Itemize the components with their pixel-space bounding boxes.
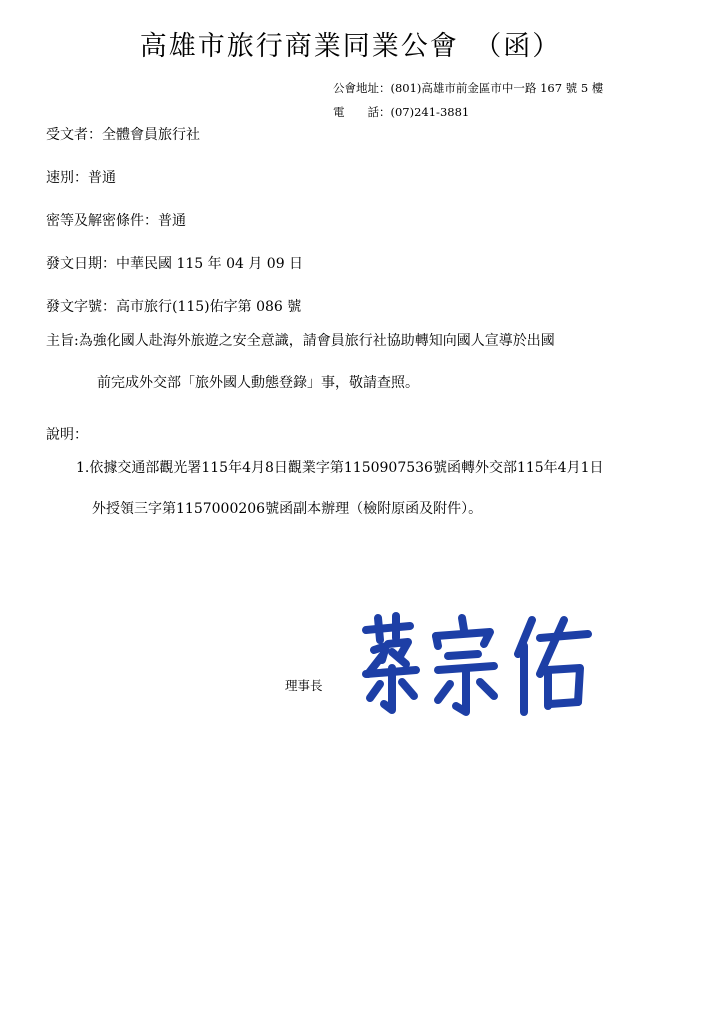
issue-date-field: 發文日期：中華民國 115 年 04 月 09 日 (46, 256, 304, 272)
phone-value: (07)241-3881 (390, 105, 470, 119)
explanation-item-1-line-1: 1.依據交通部觀光署115年4月8日觀業字第1150907536號函轉外交部115年4月1日 (76, 460, 604, 476)
subject-line-1: 主旨:為強化國人赴海外旅遊之安全意識，請會員旅行社協助轉知向國人宣導於出國 (46, 333, 555, 349)
phone-label: 電 話： (333, 105, 391, 119)
address-value: (801)高雄市前金區市中一路 167 號 5 樓 (390, 81, 604, 95)
document-title: 高雄市旅行商業同業公會 （函） (139, 31, 562, 62)
secrecy-level-field: 密等及解密條件：普通 (46, 213, 186, 229)
document-number-field: 發文字號：高市旅行(115)佑字第 086 號 (46, 299, 302, 315)
delivery-speed-field: 速別：普通 (46, 170, 116, 186)
association-phone (333, 104, 469, 120)
address-label: 公會地址： (333, 81, 391, 95)
chairman-title: 理事長 (285, 678, 323, 693)
subject-line-2: 前完成外交部「旅外國人動態登錄」事，敬請查照。 (97, 375, 419, 391)
explanation-heading: 說明： (46, 427, 88, 443)
recipient-field: 受文者：全體會員旅行社 (46, 127, 200, 143)
explanation-item-1-line-2: 外授領三字第1157000206號函副本辦理（檢附原函及附件）。 (92, 501, 483, 517)
chairman-signature (352, 612, 592, 722)
association-address (333, 80, 603, 96)
